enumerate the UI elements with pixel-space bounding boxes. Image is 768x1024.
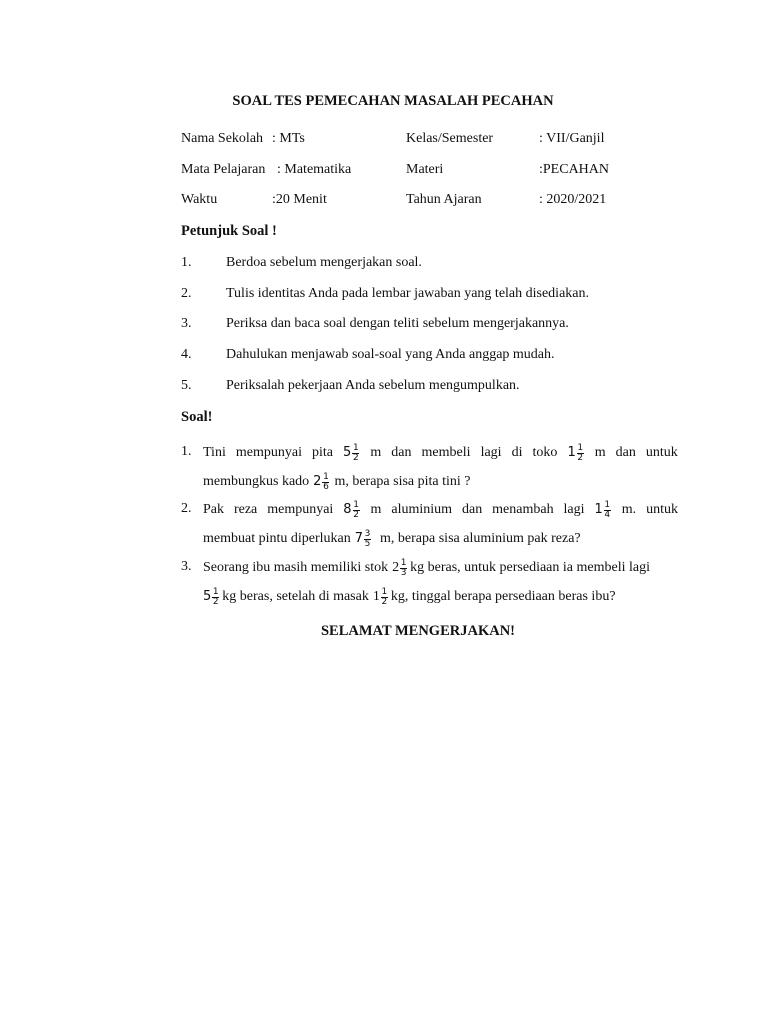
- question-text: Seorang ibu masih memiliki stok: [203, 560, 389, 575]
- value-time: :20 Menit: [272, 192, 327, 207]
- instruction-number: 3.: [181, 316, 192, 331]
- question-word: aluminium: [391, 502, 453, 517]
- fraction-denominator: 2: [577, 452, 584, 463]
- fraction-whole: 1: [567, 445, 576, 460]
- fraction-whole: 5: [343, 445, 352, 460]
- page-title: SOAL TES PEMECAHAN MASALAH PECAHAN: [232, 93, 554, 109]
- fraction-numerator: 3: [364, 528, 371, 539]
- fraction: [400, 559, 407, 578]
- fraction-denominator: 5: [364, 538, 371, 549]
- question-word: dan: [391, 445, 412, 460]
- instruction-text: Periksa dan baca soal dengan teliti sebelum mengerjakannya.: [226, 316, 569, 331]
- question-line: [203, 469, 678, 495]
- question-line: [203, 526, 678, 552]
- fraction-denominator: 2: [352, 452, 359, 463]
- question-number: 2.: [181, 501, 192, 516]
- question-word: menambah: [492, 502, 554, 517]
- question-word: untuk: [645, 445, 678, 460]
- label-subject: Mata Pelajaran: [181, 162, 266, 177]
- value-year: : 2020/2021: [539, 192, 607, 207]
- mixed-fraction: [203, 584, 220, 610]
- fraction-whole: 1: [594, 502, 603, 517]
- value-material: :PECAHAN: [539, 162, 610, 177]
- fraction-numerator: 1: [604, 499, 611, 510]
- fraction: [322, 473, 329, 492]
- instruction-text: Berdoa sebelum mengerjakan soal.: [226, 255, 422, 270]
- label-school: Nama Sekolah: [181, 131, 264, 146]
- question-word: dan: [615, 445, 636, 460]
- question-word: mempunyai: [235, 445, 302, 460]
- label-time: Waktu: [181, 192, 218, 207]
- question-word: di: [511, 445, 523, 460]
- question-word: m.: [621, 502, 637, 517]
- instruction-text: Dahulukan menjawab soal-soal yang Anda anggap mudah.: [226, 347, 555, 362]
- instruction-number: 1.: [181, 255, 192, 270]
- question-word: lagi: [563, 502, 585, 517]
- value-class: : VII/Ganjil: [539, 131, 605, 146]
- question-word: m: [370, 502, 382, 517]
- question-line: [203, 440, 678, 466]
- fraction-whole: 5: [203, 589, 212, 604]
- question-text: membuat pintu diperlukan: [203, 531, 351, 546]
- question-word: m: [594, 445, 606, 460]
- instruction-number: 4.: [181, 347, 192, 362]
- fraction: [381, 588, 388, 607]
- question-number: 1.: [181, 444, 192, 459]
- question-line: [203, 584, 678, 610]
- question-text: kg beras, untuk persediaan ia membeli lagi: [410, 560, 650, 575]
- question-text: m, berapa sisa aluminium pak reza?: [380, 531, 581, 546]
- fraction: [604, 501, 611, 520]
- instruction-text: Tulis identitas Anda pada lembar jawaban yang telah disediakan.: [226, 286, 590, 301]
- question-text: membungkus kado: [203, 474, 310, 489]
- info-row-subject: [181, 162, 701, 182]
- mixed-fraction: [343, 497, 360, 523]
- fraction-numerator: 1: [212, 586, 219, 597]
- fraction-numerator: 1: [352, 442, 359, 453]
- fraction: [352, 444, 359, 463]
- instruction-item: [181, 286, 701, 306]
- fraction-numerator: 1: [323, 471, 329, 482]
- question-word: reza: [233, 502, 258, 517]
- question-word: untuk: [646, 502, 678, 517]
- instruction-item: [181, 255, 701, 275]
- closing-text: SELAMAT MENGERJAKAN!: [320, 623, 515, 639]
- question-line: [203, 555, 678, 581]
- question-word: dan: [461, 502, 483, 517]
- fraction: [364, 530, 371, 549]
- question-word: mempunyai: [267, 502, 334, 517]
- fraction-whole: 2: [392, 560, 400, 575]
- instruction-number: 2.: [181, 286, 192, 301]
- fraction: [353, 501, 360, 520]
- mixed-fraction: [567, 440, 584, 466]
- fraction-denominator: 2: [381, 596, 388, 607]
- question-word: m: [370, 445, 382, 460]
- info-row-time: [181, 192, 701, 212]
- fraction-numerator: 1: [400, 557, 407, 568]
- question-word: membeli: [421, 445, 471, 460]
- instruction-item: [181, 316, 701, 336]
- mixed-fraction: [594, 497, 611, 523]
- fraction-numerator: 1: [577, 442, 584, 453]
- mixed-fraction: [392, 555, 408, 581]
- fraction: [577, 444, 584, 463]
- fraction: [212, 588, 219, 607]
- question-word: Tini: [203, 445, 226, 460]
- mixed-fraction: [313, 469, 330, 495]
- fraction-numerator: 1: [381, 586, 388, 597]
- instruction-item: [181, 378, 701, 398]
- fraction-denominator: 4: [604, 509, 611, 520]
- fraction-whole: 7: [354, 531, 364, 546]
- mixed-fraction: [373, 584, 389, 610]
- label-material: Materi: [406, 162, 444, 177]
- fraction-whole: 2: [313, 474, 322, 489]
- instruction-item: [181, 347, 701, 367]
- value-subject: : Matematika: [277, 162, 352, 177]
- fraction-denominator: 3: [400, 567, 407, 578]
- question-word: Pak: [203, 502, 224, 517]
- mixed-fraction: [343, 440, 360, 466]
- questions-heading: Soal!: [181, 409, 213, 425]
- fraction-whole: 1: [372, 589, 380, 604]
- question-text: kg, tinggal berapa persediaan beras ibu?: [390, 589, 616, 604]
- question-word: lagi: [480, 445, 502, 460]
- instruction-text: Periksalah pekerjaan Anda sebelum mengumpulkan.: [226, 378, 520, 393]
- fraction-numerator: 1: [353, 499, 359, 510]
- question-line: [203, 497, 678, 523]
- label-class: Kelas/Semester: [406, 131, 494, 146]
- question-word: pita: [312, 445, 334, 460]
- question-word: toko: [532, 445, 558, 460]
- info-row-school: [181, 131, 701, 151]
- question-text: m, berapa sisa pita tini ?: [334, 474, 471, 489]
- instructions-heading: Petunjuk Soal !: [181, 223, 277, 239]
- fraction-denominator: 2: [353, 509, 359, 520]
- fraction-denominator: 2: [212, 596, 219, 607]
- instruction-number: 5.: [181, 378, 192, 393]
- mixed-fraction: [355, 526, 372, 552]
- question-number: 3.: [181, 559, 192, 574]
- fraction-whole: 8: [343, 502, 352, 517]
- fraction-denominator: 6: [323, 481, 329, 492]
- question-text: kg beras, setelah di masak: [222, 589, 369, 604]
- value-school: : MTs: [272, 131, 305, 146]
- label-year: Tahun Ajaran: [406, 192, 482, 207]
